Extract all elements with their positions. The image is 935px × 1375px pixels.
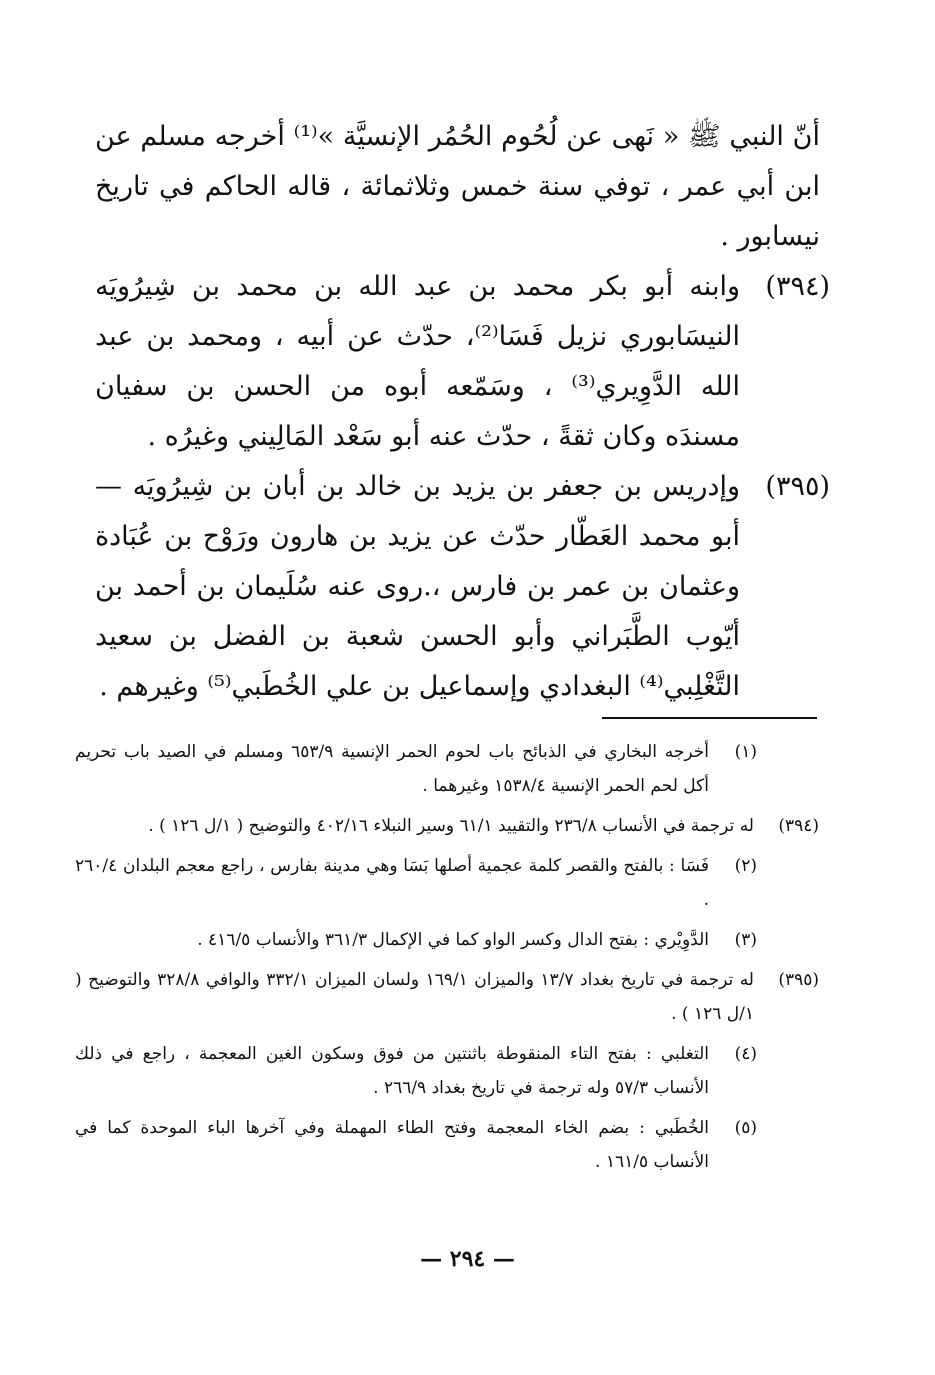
footnote-text: فَسَا : بالفتح والقصر كلمة عجمية أصلها بَسَا وهي مدينة بفارس ، راجع معجم البلدان ٢٦٠/٤ .: [75, 856, 709, 910]
footnote-text: التغلبي : بفتح التاء المنقوطة باثنتين من فوق وسكون الغين المعجمة ، راجع في ذلك الأنساب ٥٧/٣ وله ترجمة في تاريخ بغداد ٢٦٦/٩ .: [75, 1044, 709, 1098]
footnote-number: (٣): [734, 930, 757, 950]
footnote-text: أخرجه البخاري في الذبائح باب لحوم الحمر الإنسية ٦٥٣/٩ ومسلم في الصيد باب تحريم أكل لحم الحمر الإنسية ١٥٣٨/٤ وغيرهما .: [75, 742, 709, 796]
entry-394: [95, 262, 830, 462]
footnote-number: (٤): [734, 1044, 757, 1064]
footnote-number: (٥): [734, 1118, 757, 1138]
footnote-number: (٣٩٤): [778, 816, 819, 836]
footnote-text: الدَّوِيْري : بفتح الدال وكسر الواو كما في الإكمال ٣٦١/٣ والأنساب ٤١٦/٥ .: [197, 930, 709, 950]
footnote-text: له ترجمة في تاريخ بغداد ١٣/٧ والميزان ١٦٩/١ ولسان الميزان ٣٣٢/١ والوافي ٣٢٨/٨ والتوضيح ( ١/ل ١٢٦ ) .: [75, 970, 754, 1024]
footnote-3: [75, 923, 819, 957]
footnote-ref-395: [75, 963, 819, 1031]
entry-text: وإدريس بن جعفر بن يزيد بن خالد بن أبان بن شِيرُويَه — أبو محمد العَطّار حدّث عن يزيد بن هارون ورَوْح بن عُبَادة وعثمان بن عمر بن فارس ،.روى عنه سُلَيمان بن أحمد بن أيّوب الطَّبَراني وأبو الحسن شعبة بن الفضل بن سعيد التَّغْلِبي⁽⁴⁾ البغدادي وإسماعيل بن علي الخُطَبي⁽⁵⁾ وغيرهم .: [95, 471, 740, 702]
footnote-1: [75, 735, 819, 803]
footnotes: [75, 735, 819, 1185]
entry-395: [95, 462, 830, 712]
footnote-5: [75, 1111, 819, 1179]
footnote-text: الخُطَبي : بضم الخاء المعجمة وفتح الطاء المهملة وفي آخرها الباء الموحدة كما في الأنساب ١٦١/٥ .: [75, 1118, 709, 1172]
footnote-number: (٢): [734, 856, 757, 876]
intro-paragraph: أنّ النبي ﷺ « نَهى عن لُحُوم الحُمُر الإنسيَّة »⁽¹⁾ أخرجه مسلم عن ابن أبي عمر ، توفي سنة خمس وثلاثمائة ، قاله الحاكم في تاريخ نيسابور .: [95, 121, 820, 252]
entry-number: (٣٩٤): [765, 271, 830, 302]
footnote-number: (٣٩٥): [778, 970, 819, 990]
footnote-separator: [602, 717, 817, 719]
entry-text: وابنه أبو بكر محمد بن عبد الله بن محمد بن شِيرُويَه النيسَابوري نزيل فَسَا⁽²⁾، حدّث عن أبيه ، ومحمد بن عبد الله الدَّوِيري⁽³⁾ ، وسَمّعه أبوه من الحسن بن سفيان مسندَه وكان ثقةً ، حدّث عنه أبو سَعْد المَالِيني وغيرُه .: [95, 271, 741, 452]
footnote-number: (١): [734, 742, 757, 762]
footnote-ref-394: [75, 809, 819, 843]
entry-number: (٣٩٥): [765, 471, 830, 502]
footnote-4: [75, 1037, 819, 1105]
footnote-text: له ترجمة في الأنساب ٢٣٦/٨ والتقييد ٦١/١ وسير النبلاء ٤٠٢/١٦ والتوضيح ( ١/ل ١٢٦ ) .: [148, 816, 754, 836]
main-text: [95, 112, 830, 712]
footnote-2: [75, 849, 819, 917]
page-number: — ٢٩٤ —: [420, 1246, 515, 1272]
